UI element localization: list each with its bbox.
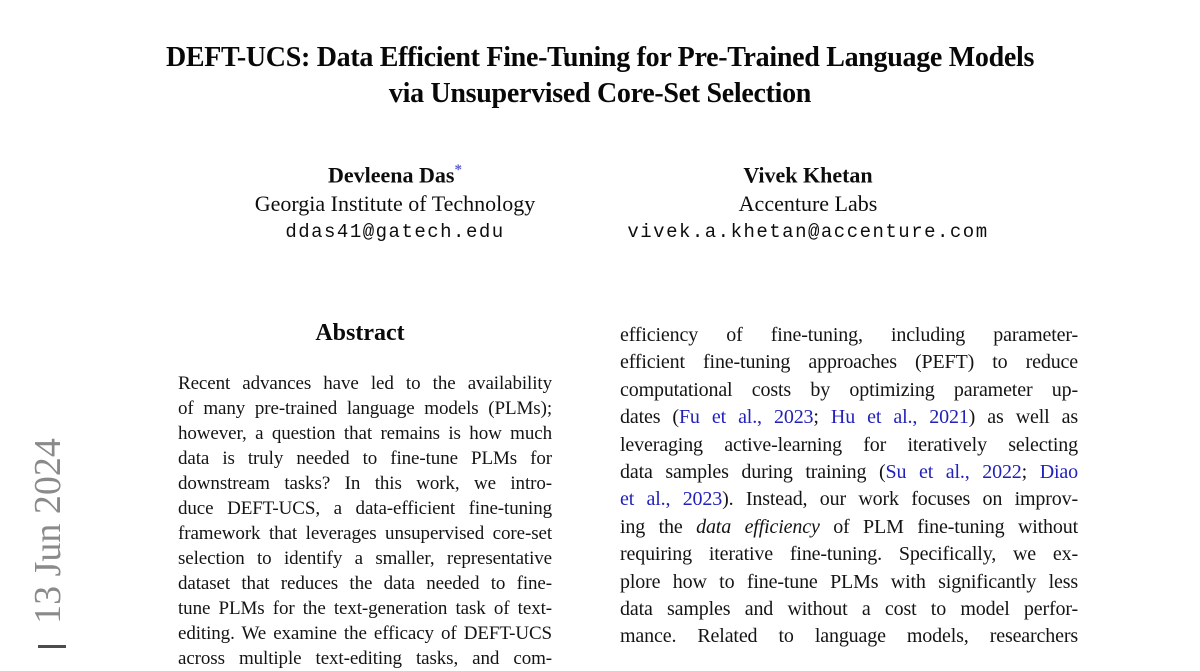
paper-title-line-2: via Unsupervised Core-Set Selection bbox=[388, 78, 812, 109]
text-line bbox=[620, 541, 1078, 568]
paper-title bbox=[0, 40, 1200, 112]
text-line: selection to identify a smaller, representative bbox=[178, 548, 552, 569]
introduction-text-column bbox=[620, 322, 1078, 651]
text-segment: plore how to fine-tune PLMs with significantly less bbox=[620, 570, 1078, 593]
text-segment: ; bbox=[813, 406, 831, 429]
text-segment: requiring iterative fine-tuning. Specifically, we ex- bbox=[620, 543, 1078, 566]
text-segment: efficient fine-tuning approaches (PEFT) to reduce bbox=[620, 351, 1078, 374]
arxiv-date-stamp bbox=[28, 411, 68, 651]
author-block-vivek-khetan bbox=[588, 156, 1028, 247]
text-segment: of PLM fine-tuning without bbox=[819, 515, 1079, 538]
citation-link[interactable]: Diao bbox=[1039, 461, 1078, 484]
author-block-devleena-das bbox=[180, 156, 610, 247]
text-segment: data samples and without a cost to model perfor- bbox=[620, 598, 1078, 621]
author-name-text: Devleena Das bbox=[328, 162, 455, 188]
text-line bbox=[620, 623, 1078, 650]
text-line bbox=[620, 596, 1078, 623]
author-email: ddas41@gatech.edu bbox=[285, 221, 505, 244]
text-line: framework that leverages unsupervised core-set bbox=[178, 523, 552, 544]
text-segment: efficiency of fine-tuning, including parameter- bbox=[620, 324, 1078, 346]
citation-link[interactable]: Hu et al., 2021 bbox=[830, 406, 969, 429]
citation-link[interactable]: Fu et al., 2023 bbox=[678, 406, 814, 429]
text-line bbox=[620, 459, 1078, 486]
text-segment: computational costs by optimizing parameter up- bbox=[620, 378, 1078, 401]
author-affiliation: Accenture Labs bbox=[738, 191, 878, 217]
abstract-text-column bbox=[178, 371, 552, 671]
text-line: dataset that reduces the data needed to fine- bbox=[178, 573, 552, 594]
text-segment: dates ( bbox=[620, 406, 679, 429]
text-line bbox=[620, 349, 1078, 376]
text-line: data is truly needed to fine-tune PLMs for bbox=[178, 448, 552, 469]
text-segment: ). Instead, our work focuses on improv- bbox=[722, 488, 1078, 511]
text-line: editing. We examine the efficacy of DEFT-UCS bbox=[178, 623, 552, 644]
text-segment: ing the bbox=[620, 515, 697, 538]
citation-link[interactable]: et al., 2023 bbox=[620, 488, 723, 511]
emphasized-text: data efficiency bbox=[696, 515, 820, 538]
author-name-text: Vivek Khetan bbox=[743, 162, 873, 188]
footnote-marker: * bbox=[454, 162, 462, 178]
text-line: tune PLMs for the text-generation task of text- bbox=[178, 598, 552, 619]
author-email: vivek.a.khetan@accenture.com bbox=[627, 221, 989, 244]
paper-title-line-1: DEFT-UCS: Data Efficient Fine-Tuning for Pre-Trained Language Models bbox=[165, 42, 1035, 73]
text-line: downstream tasks? In this work, we intro- bbox=[178, 473, 552, 494]
text-line: across multiple text-editing tasks, and com- bbox=[178, 648, 552, 669]
text-segment: mance. Related to language models, researchers bbox=[620, 625, 1078, 648]
text-line: Recent advances have led to the availability bbox=[178, 373, 552, 394]
text-line: of many pre-trained language models (PLMs); bbox=[178, 398, 552, 419]
text-line bbox=[620, 514, 1078, 541]
text-line bbox=[620, 432, 1078, 459]
text-segment: ; bbox=[1021, 461, 1040, 484]
text-segment: data samples during training ( bbox=[620, 461, 886, 484]
text-line: duce DEFT-UCS, a data-efficient fine-tuning bbox=[178, 498, 552, 519]
author-affiliation: Georgia Institute of Technology bbox=[254, 191, 536, 217]
text-line bbox=[620, 404, 1078, 431]
arxiv-date-text: 13 Jun 2024 bbox=[27, 438, 69, 624]
text-segment: leveraging active-learning for iteratively selecting bbox=[620, 433, 1078, 456]
text-line bbox=[620, 322, 1078, 349]
citation-link[interactable]: Su et al., 2022 bbox=[885, 461, 1022, 484]
text-line bbox=[620, 377, 1078, 404]
text-line bbox=[620, 486, 1078, 513]
text-line: however, a question that remains is how much bbox=[178, 423, 552, 444]
text-segment: ) as well as bbox=[968, 406, 1078, 429]
author-name bbox=[588, 156, 1028, 189]
abstract-heading: Abstract bbox=[315, 320, 405, 346]
text-line bbox=[620, 569, 1078, 596]
author-name bbox=[180, 156, 610, 189]
